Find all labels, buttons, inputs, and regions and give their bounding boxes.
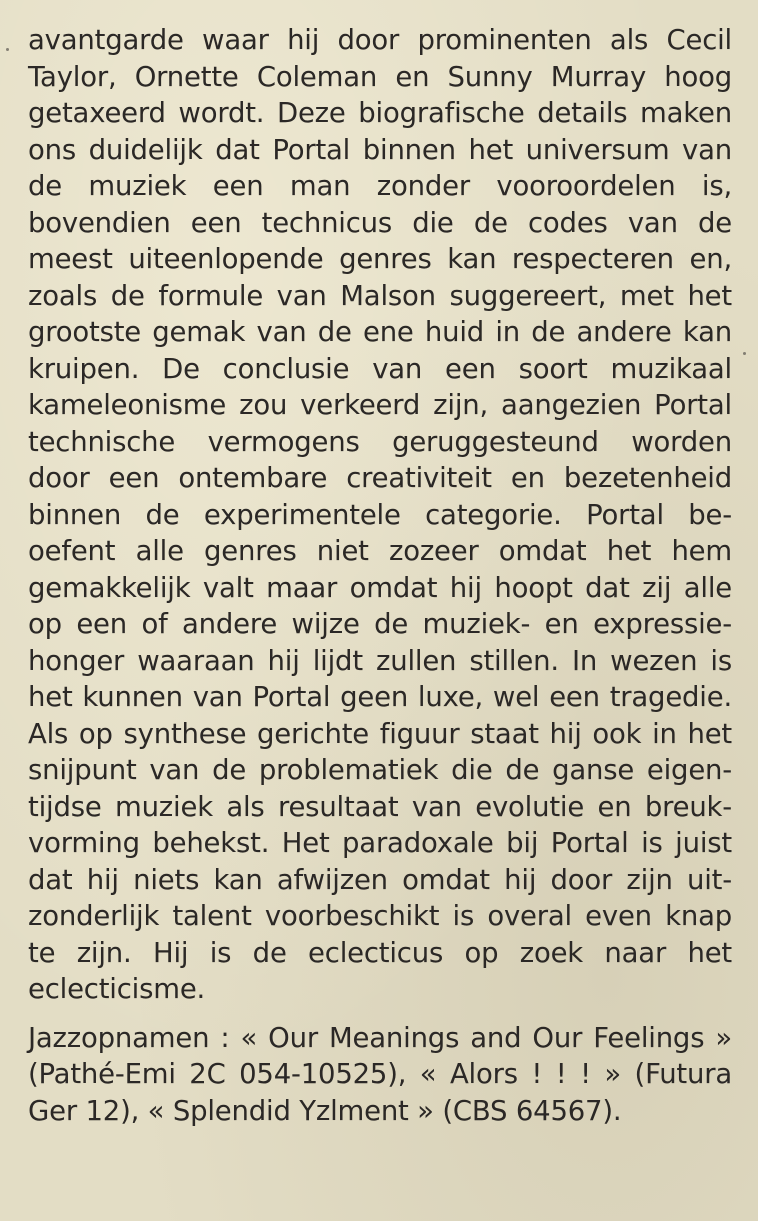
body-line: de muziek een man zonder vooroordelen is, bbox=[28, 170, 732, 202]
body-line: getaxeerd wordt. Deze biografische details maken bbox=[28, 97, 732, 129]
body-line: zonderlijk talent voorbeschikt is overal even knap bbox=[28, 900, 732, 932]
body-line: vorming behekst. Het paradoxale bij Portal is juist bbox=[28, 827, 732, 859]
article-body bbox=[28, 22, 732, 1008]
body-line: door een ontembare creativiteit en bezetenheid bbox=[28, 462, 732, 494]
print-speck bbox=[6, 48, 9, 51]
recordings-line: Jazzopnamen : « Our Meanings and Our Feelings » bbox=[28, 1021, 732, 1054]
recordings-line: (Pathé-Emi 2C 054-10525), « Alors ! ! ! » (Futura bbox=[28, 1058, 732, 1090]
body-line: ons duidelijk dat Portal binnen het universum van bbox=[28, 133, 732, 166]
body-line: gemakkelijk valt maar omdat hij hoopt dat zij alle bbox=[28, 571, 732, 604]
body-line: eclecticisme. bbox=[28, 973, 206, 1005]
body-line: Als op synthese gerichte figuur staat hij ook in het bbox=[28, 717, 732, 750]
body-line: zoals de formule van Malson suggereert, met het bbox=[28, 279, 732, 312]
body-line: snijpunt van de problematiek die de ganse eigen- bbox=[28, 754, 732, 786]
body-line: te zijn. Hij is de eclecticus op zoek naar het bbox=[28, 936, 732, 969]
body-line: dat hij niets kan afwijzen omdat hij door zijn uit- bbox=[28, 863, 732, 896]
body-line: Taylor, Ornette Coleman en Sunny Murray hoog bbox=[28, 60, 732, 93]
body-line: kameleonisme zou verkeerd zijn, aangezien Portal bbox=[28, 389, 732, 421]
body-line: op een of andere wijze de muziek- en expressie- bbox=[28, 608, 732, 640]
body-line: oefent alle genres niet zozeer omdat het hem bbox=[28, 535, 732, 567]
body-line: tijdse muziek als resultaat van evolutie en breuk- bbox=[28, 790, 732, 823]
body-line: honger waaraan hij lijdt zullen stillen. In wezen is bbox=[28, 644, 732, 677]
body-line: meest uiteenlopende genres kan respecteren en, bbox=[28, 243, 732, 275]
body-line: binnen de experimentele categorie. Portal be- bbox=[28, 498, 732, 531]
body-line: avantgarde waar hij door prominenten als Cecil bbox=[28, 24, 732, 56]
body-line: technische vermogens geruggesteund worden bbox=[28, 425, 732, 458]
body-line: kruipen. De conclusie van een soort muzikaal bbox=[28, 352, 732, 385]
article-column bbox=[28, 22, 732, 1129]
body-line: grootste gemak van de ene huid in de andere kan bbox=[28, 316, 732, 348]
recordings-line: Ger 12), « Splendid Yzlment » (CBS 64567). bbox=[28, 1094, 622, 1127]
body-line: bovendien een technicus die de codes van de bbox=[28, 206, 732, 239]
body-line: het kunnen van Portal geen luxe, wel een tragedie. bbox=[28, 681, 732, 713]
print-speck bbox=[743, 352, 746, 355]
recordings-paragraph bbox=[28, 1020, 732, 1130]
